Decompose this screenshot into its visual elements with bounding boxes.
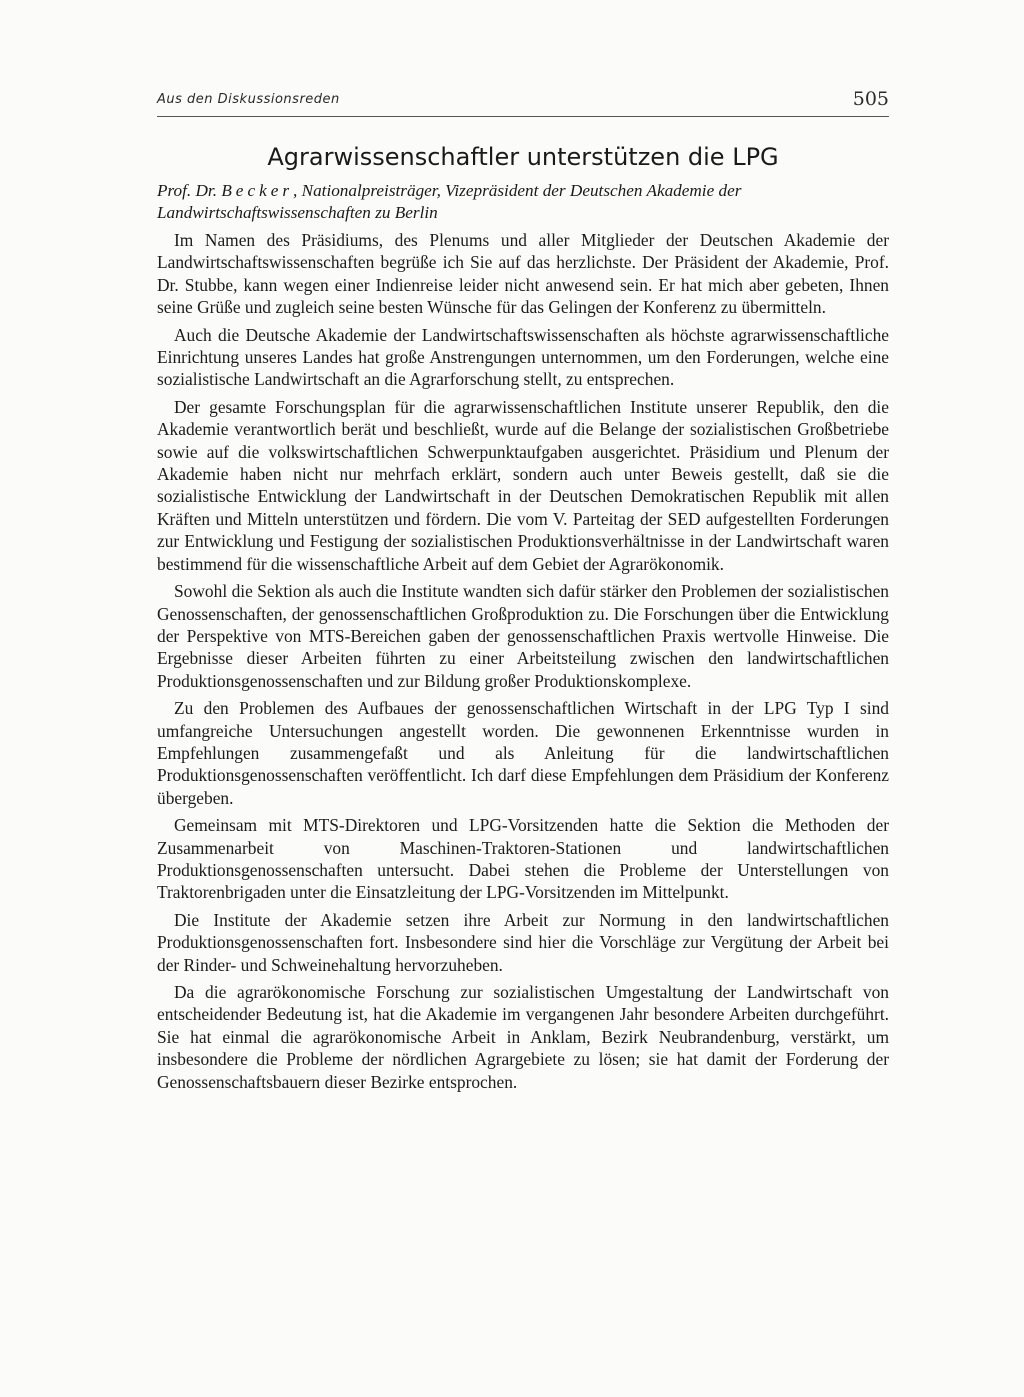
author-name: Becker: [221, 181, 294, 200]
author-prefix: Prof. Dr.: [157, 181, 218, 200]
paragraph: Da die agrarökonomische Forschung zur sozialistischen Umgestaltung der Landwirtschaft von entscheidender Bedeutung ist, hat die Akademie im vergangenen Jahr besondere Arbeiten durchgeführt. Sie hat einmal die agrarökonomische Arbeit in Anklam, Bezirk Neubrandenburg, verstärkt, um insbesondere die Probleme der nördlichen Agrargebiete zu lösen; sie hat damit der Forderung der Genossenschaftsbauern dieser Bezirke entsprochen.: [157, 982, 889, 1092]
paragraph: Gemeinsam mit MTS-Direktoren und LPG-Vorsitzenden hatte die Sektion die Methoden der Zusammenarbeit von Maschinen-Traktoren-Stationen und landwirtschaftlichen Produktionsgenossenschaften untersucht. Dabei stehen die Probleme der Unterstellungen von Traktorenbrigaden unter die Einsatzleitung der LPG-Vorsitzenden im Mittelpunkt.: [157, 815, 889, 903]
paragraph: Zu den Problemen des Aufbaues der genossenschaftlichen Wirtschaft in der LPG Typ I sind umfangreiche Untersuchungen angestellt worden. Die gewonnenen Erkenntnisse wurden in Empfehlungen zusammengefaßt und als Anleitung für die landwirtschaftlichen Produktionsgenossenschaften veröffentlicht. Ich darf diese Empfehlungen dem Präsidium der Konferenz übergeben.: [157, 698, 889, 808]
article-body: [157, 229, 889, 1098]
paragraph: Auch die Deutsche Akademie der Landwirtschaftswissenschaften als höchste agrarwissenschaftliche Einrichtung unseres Landes hat große Anstrengungen unternommen, um den Forderungen, welche eine sozialistische Landwirtschaft an die Agrarforschung stellt, zu entsprechen.: [157, 324, 889, 390]
author-byline: [157, 180, 889, 224]
running-title: Aus den Diskussionsreden: [157, 92, 340, 107]
paragraph: Sowohl die Sektion als auch die Institute wandten sich dafür stärker den Problemen der sozialistischen Genossenschaften, der genossenschaftlichen Großproduktion zu. Die Forschungen über die Entwicklung der Perspektive von MTS-Bereichen gaben der genossenschaftlichen Praxis wertvolle Hinweise. Die Ergebnisse dieser Arbeiten führten zu einer Arbeitsteilung zwischen den landwirtschaftlichen Produktionsgenossenschaften und zur Bildung großer Produktionskomplexe.: [157, 581, 889, 691]
paragraph: Im Namen des Präsidiums, des Plenums und aller Mitglieder der Deutschen Akademie der Landwirtschaftswissenschaften begrüße ich Sie auf das herzlichste. Der Präsident der Akademie, Prof. Dr. Stubbe, kann wegen einer Indienreise leider nicht anwesend sein. Er hat mich aber gebeten, Ihnen seine Grüße und zugleich seine besten Wünsche für das Gelingen der Konferenz zu übermitteln.: [157, 230, 889, 318]
author-affiliation: , Nationalpreisträger, Vizepräsident der Deutschen Akademie der Landwirtschaftswissenschaften zu Berlin: [157, 181, 742, 222]
paragraph: Der gesamte Forschungsplan für die agrarwissenschaftlichen Institute unserer Republik, den die Akademie verantwortlich berät und beschließt, wurde auf die Belange der sozialistischen Großbetriebe sowie auf die volkswirtschaftlichen Schwerpunktaufgaben ausgerichtet. Präsidium und Plenum der Akademie haben nicht nur mehrfach erklärt, sondern auch unter Beweis gestellt, daß sie die sozialistische Entwicklung der Landwirtschaft in der Deutschen Demokratischen Republik mit allen Kräften und Mitteln unterstützen und fördern. Die vom V. Parteitag der SED aufgestellten Forderungen zur Entwicklung und Festigung der sozialistischen Produktionsverhältnisse in der Landwirtschaft waren bestimmend für die wissenschaftliche Arbeit auf dem Gebiet der Agrarökonomik.: [157, 396, 889, 574]
page-number: 505: [852, 88, 889, 110]
running-header: [157, 88, 889, 117]
article-title: Agrarwissenschaftler unterstützen die LPG: [267, 143, 779, 171]
paragraph: Die Institute der Akademie setzen ihre Arbeit zur Normung in den landwirtschaftlichen Produktionsgenossenschaften fort. Insbesondere sind hier die Vorschläge zur Vergütung der Arbeit bei der Rinder- und Schweinehaltung hervorzuheben.: [157, 909, 889, 975]
